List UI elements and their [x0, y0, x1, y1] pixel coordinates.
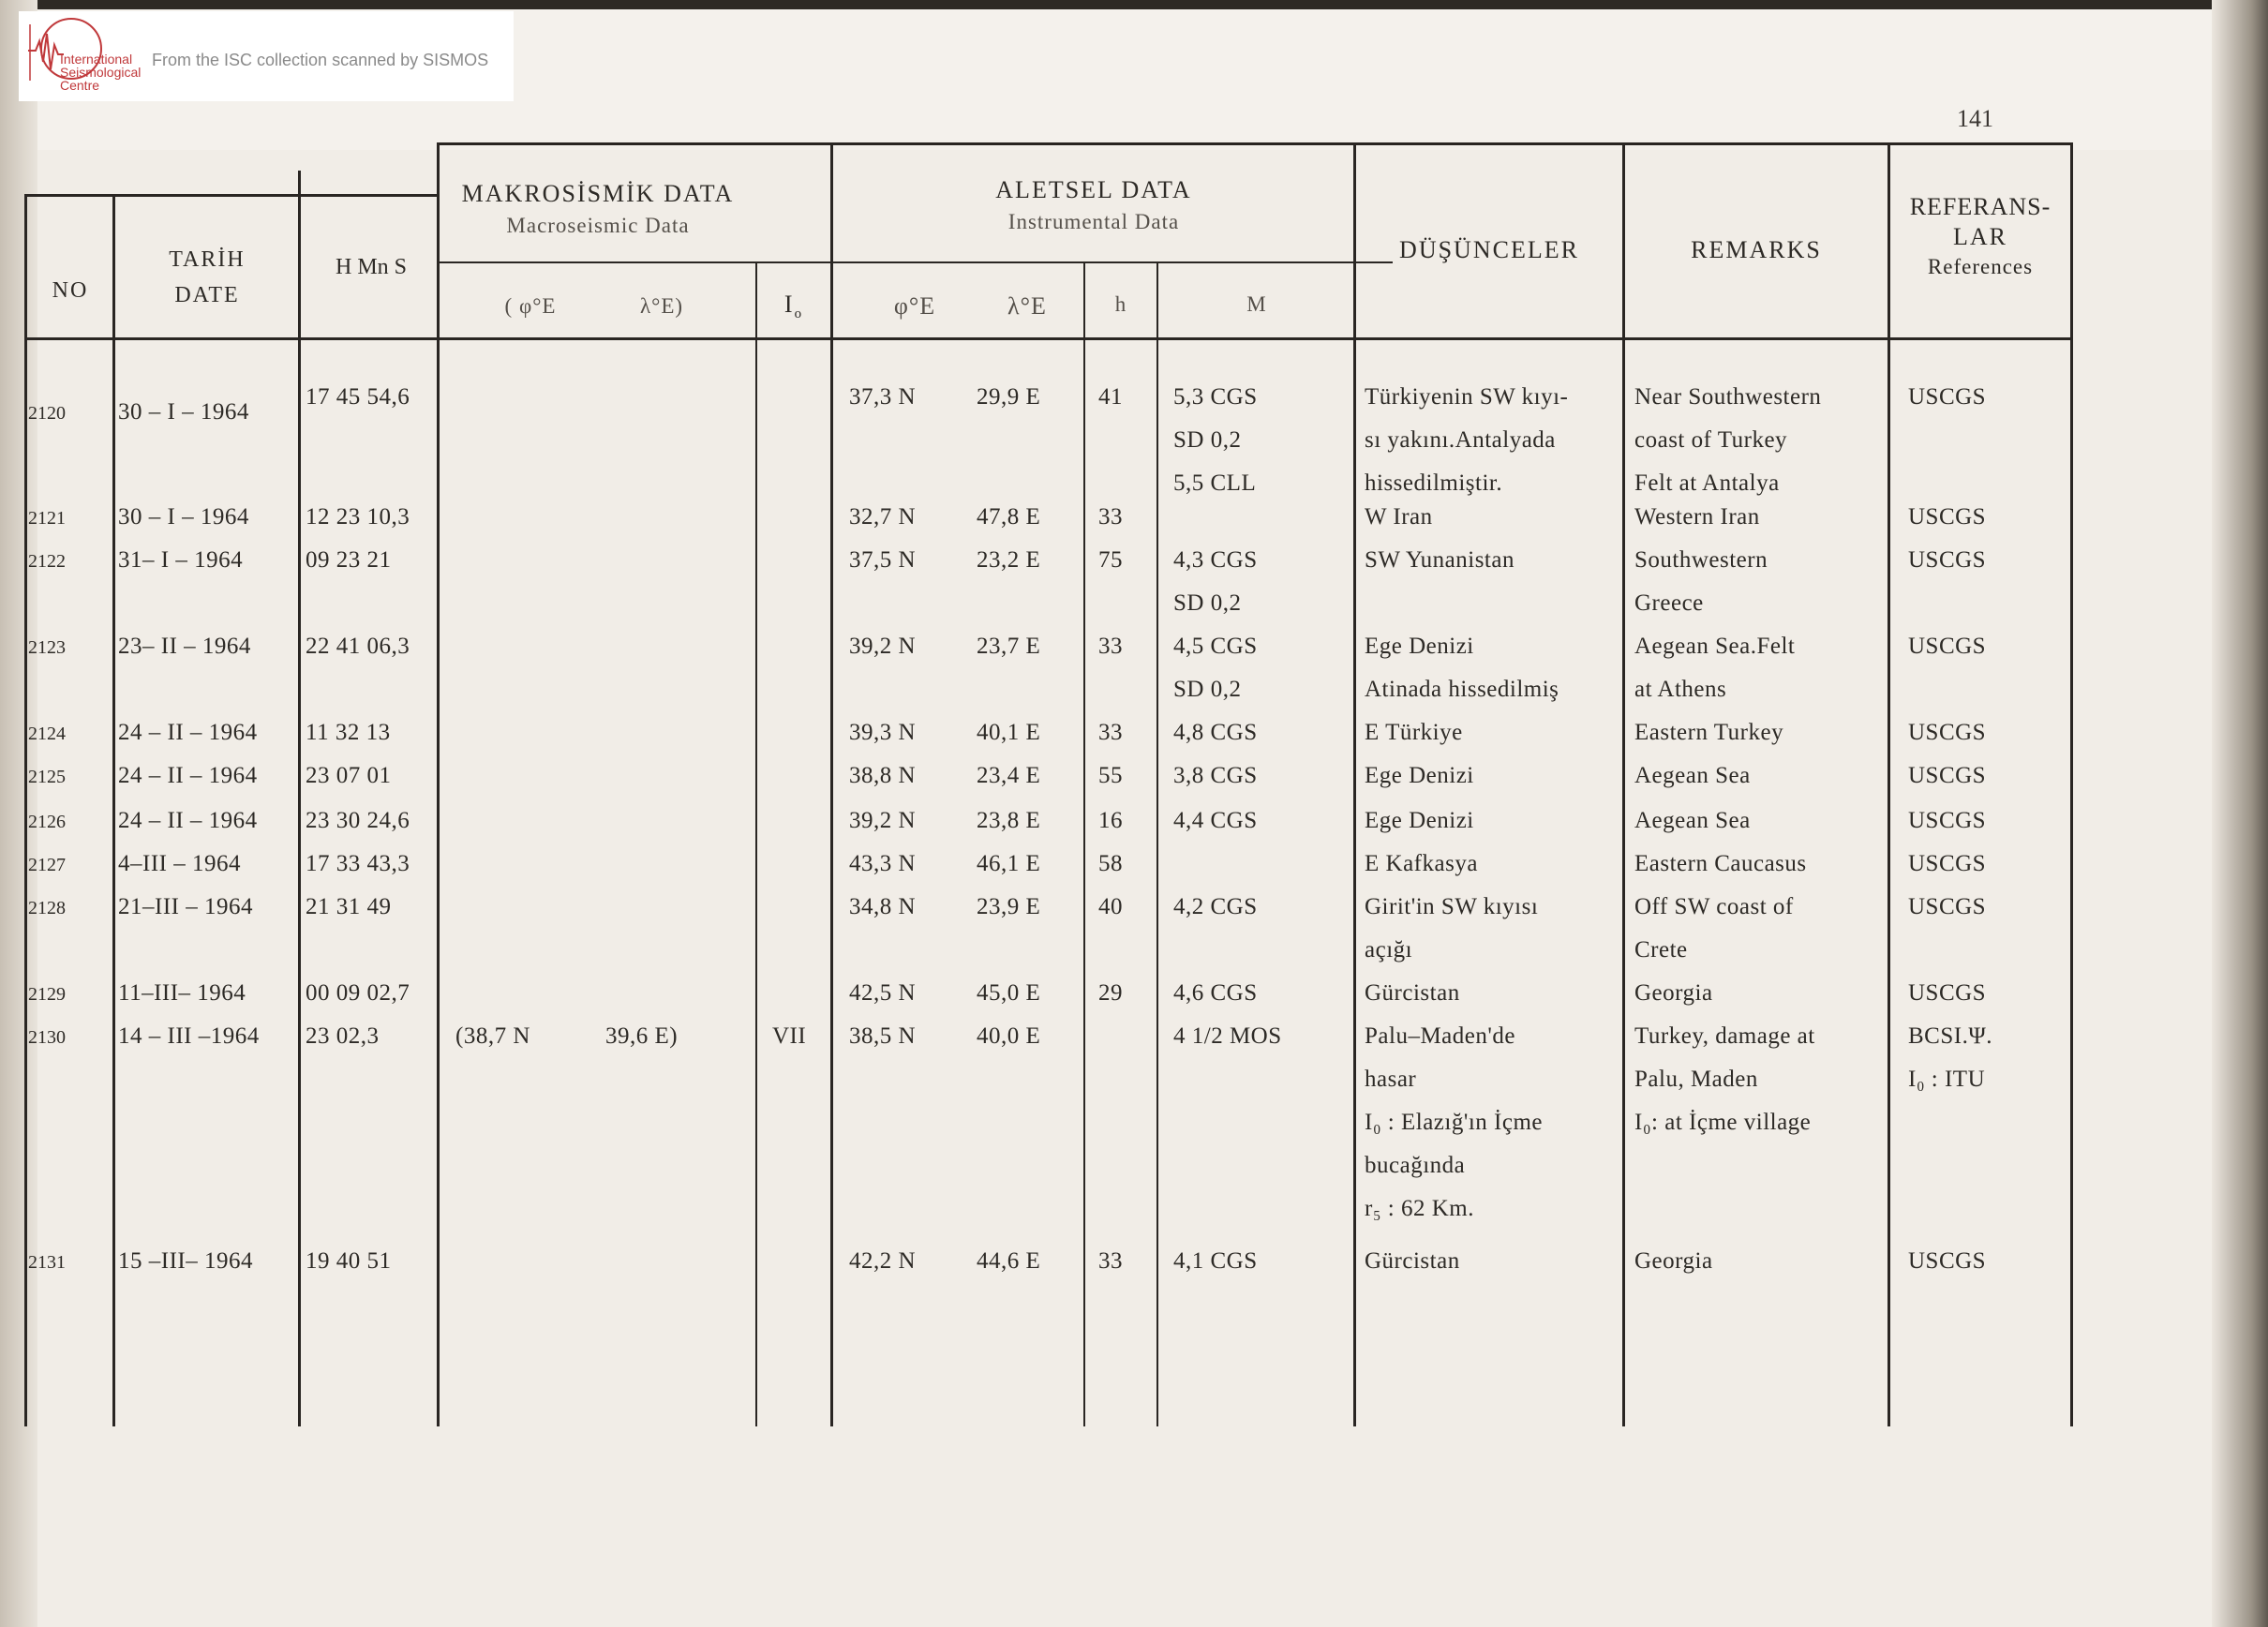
row-lat: 38,5 N [849, 1023, 917, 1049]
row-reference: USCGS [1908, 384, 1987, 410]
row-time: 19 40 51 [306, 1248, 392, 1274]
row-dusunceler: Gürcistan [1365, 1248, 1460, 1274]
header-refs-2: LAR [1953, 223, 2007, 250]
row-lon: 23,9 E [977, 894, 1041, 919]
row-remarks: Felt at Antalya [1634, 470, 1780, 496]
row-number: 2130 [28, 1027, 66, 1048]
row-lon: 44,6 E [977, 1248, 1041, 1274]
row-remarks: Turkey, damage at [1634, 1023, 1815, 1049]
row-reference: USCGS [1908, 894, 1987, 919]
row-date: 24 – II – 1964 [118, 763, 258, 788]
row-depth: 33 [1098, 720, 1123, 745]
row-number: 2129 [28, 984, 66, 1005]
row-time: 23 07 01 [306, 763, 392, 788]
row-reference: USCGS [1908, 808, 1987, 833]
row-lon: 23,8 E [977, 808, 1041, 833]
earthquake-catalogue-table [24, 142, 2073, 1426]
row-dusunceler: W Iran [1365, 504, 1433, 530]
header-io [758, 291, 829, 322]
row-dusunceler: hissedilmiştir. [1365, 470, 1503, 496]
row-dusunceler: r₅ : 62 Km. [1365, 1196, 1474, 1221]
row-reference: USCGS [1908, 547, 1987, 573]
col-rule [1156, 261, 1158, 1426]
col-rule [298, 171, 301, 1426]
row-macro-lat: (38,7 N [455, 1023, 530, 1049]
row-number: 2125 [28, 767, 66, 787]
row-magnitude: 3,8 CGS [1173, 763, 1258, 788]
row-date: 24 – II – 1964 [118, 808, 258, 833]
row-number: 2123 [28, 637, 66, 658]
row-time: 00 09 02,7 [306, 980, 410, 1006]
row-depth: 29 [1098, 980, 1123, 1006]
row-reference: USCGS [1908, 763, 1987, 788]
row-reference: I₀ : ITU [1908, 1067, 1986, 1092]
scan-edge-shadow [2212, 0, 2268, 1627]
header-sub-rule [437, 261, 1393, 263]
header-refs-3: References [1927, 255, 2034, 278]
col-rule [1888, 142, 1890, 1426]
row-depth: 33 [1098, 504, 1123, 530]
row-depth: 33 [1098, 1248, 1123, 1274]
row-magnitude: 4,6 CGS [1173, 980, 1258, 1006]
row-lon: 46,1 E [977, 851, 1041, 876]
row-number: 2122 [28, 551, 66, 572]
row-lat: 39,2 N [849, 808, 917, 833]
row-lon: 23,2 E [977, 547, 1041, 573]
row-lat: 38,8 N [849, 763, 917, 788]
row-remarks: Near Southwestern [1634, 384, 1822, 410]
header-magnitude: M [1246, 292, 1267, 316]
header-macro-lat: ( φ°E [504, 294, 557, 318]
header-instr-sub: Instrumental Data [1007, 210, 1180, 233]
header-lat: φ°E [893, 292, 936, 320]
row-date: 24 – II – 1964 [118, 720, 258, 745]
row-depth: 16 [1098, 808, 1123, 833]
col-rule [112, 194, 115, 1426]
row-remarks: Georgia [1634, 1248, 1713, 1274]
table-top-rule-left [24, 194, 437, 197]
header-instr-title: ALETSEL DATA [995, 176, 1192, 203]
row-time: 21 31 49 [306, 894, 392, 919]
row-dusunceler: Ege Denizi [1365, 763, 1474, 788]
header-date-tr: TARİH [169, 247, 246, 272]
scan-edge [0, 0, 2268, 9]
row-time: 17 45 54,6 [306, 384, 410, 410]
header-lon: λ°E [1007, 292, 1047, 320]
col-rule [24, 194, 27, 1426]
row-reference: BCSI.Ψ. [1908, 1023, 1993, 1049]
isc-banner [19, 11, 514, 101]
row-magnitude: 4,2 CGS [1173, 894, 1258, 919]
row-lon: 29,9 E [977, 384, 1041, 410]
page-number: 141 [1957, 105, 1993, 132]
row-remarks: Aegean Sea [1634, 763, 1751, 788]
row-reference: USCGS [1908, 634, 1987, 659]
col-rule [2070, 142, 2073, 1426]
row-dusunceler: bucağında [1365, 1153, 1466, 1178]
row-dusunceler: sı yakını.Antalyada [1365, 427, 1556, 453]
row-magnitude: 5,5 CLL [1173, 470, 1257, 496]
row-dusunceler: hasar [1365, 1067, 1417, 1092]
header-remarks: REMARKS [1691, 236, 1822, 263]
row-date: 30 – I – 1964 [118, 504, 249, 530]
row-magnitude: 4,4 CGS [1173, 808, 1258, 833]
row-date: 14 – III –1964 [118, 1023, 260, 1049]
row-number: 2131 [28, 1252, 66, 1273]
header-macro-sub: Macroseismic Data [506, 214, 690, 237]
row-number: 2128 [28, 898, 66, 918]
row-number: 2124 [28, 724, 66, 744]
row-remarks: at Athens [1634, 677, 1727, 702]
row-magnitude: 4,3 CGS [1173, 547, 1258, 573]
row-lon: 40,1 E [977, 720, 1041, 745]
row-io: VII [772, 1023, 807, 1049]
row-reference: USCGS [1908, 720, 1987, 745]
row-reference: USCGS [1908, 851, 1987, 876]
row-date: 11–III– 1964 [118, 980, 246, 1006]
isc-caption: From the ISC collection scanned by SISMOS [152, 51, 489, 69]
col-rule [437, 142, 440, 1426]
row-lat: 42,2 N [849, 1248, 917, 1274]
col-rule [1353, 142, 1356, 1426]
row-date: 21–III – 1964 [118, 894, 253, 919]
row-number: 2126 [28, 812, 66, 832]
row-magnitude: 5,3 CGS [1173, 384, 1258, 410]
header-time: H Mn S [335, 255, 408, 279]
row-magnitude: 4,1 CGS [1173, 1248, 1258, 1274]
header-dusunceler: DÜŞÜNCELER [1399, 236, 1579, 263]
row-reference: USCGS [1908, 1248, 1987, 1274]
row-time: 17 33 43,3 [306, 851, 410, 876]
row-date: 30 – I – 1964 [118, 399, 249, 425]
header-macro-lon: λ°E) [639, 294, 684, 318]
row-lat: 34,8 N [849, 894, 917, 919]
table-top-rule [437, 142, 2073, 145]
row-time: 09 23 21 [306, 547, 392, 573]
row-remarks: coast of Turkey [1634, 427, 1788, 453]
row-macro-lon: 39,6 E) [605, 1023, 679, 1049]
row-magnitude: SD 0,2 [1173, 677, 1242, 702]
row-dusunceler: Girit'in SW kıyısı [1365, 894, 1539, 919]
row-date: 15 –III– 1964 [118, 1248, 253, 1274]
row-magnitude: 4,5 CGS [1173, 634, 1258, 659]
row-remarks: I₀: at İçme village [1634, 1110, 1812, 1135]
row-magnitude: SD 0,2 [1173, 590, 1242, 616]
row-dusunceler: Palu–Maden'de [1365, 1023, 1515, 1049]
row-remarks: Aegean Sea [1634, 808, 1751, 833]
row-time: 23 30 24,6 [306, 808, 410, 833]
row-dusunceler: Atinada hissedilmiş [1365, 677, 1559, 702]
row-dusunceler: açığı [1365, 937, 1413, 963]
row-depth: 41 [1098, 384, 1123, 410]
row-dusunceler: SW Yunanistan [1365, 547, 1514, 573]
row-number: 2127 [28, 855, 66, 875]
header-refs-1: REFERANS- [1909, 193, 2052, 220]
header-bottom-rule [24, 337, 2073, 340]
row-dusunceler: Türkiyenin SW kıyı- [1365, 384, 1569, 410]
row-lat: 42,5 N [849, 980, 917, 1006]
row-dusunceler: I₀ : Elazığ'ın İçme [1365, 1110, 1544, 1135]
row-lon: 23,4 E [977, 763, 1041, 788]
row-lat: 37,3 N [849, 384, 917, 410]
row-lat: 43,3 N [849, 851, 917, 876]
logo-line: Centre [60, 78, 100, 93]
row-depth: 40 [1098, 894, 1123, 919]
row-remarks: Off SW coast of [1634, 894, 1794, 919]
row-remarks: Eastern Turkey [1634, 720, 1784, 745]
row-remarks: Greece [1634, 590, 1704, 616]
row-remarks: Palu, Maden [1634, 1067, 1758, 1092]
header-depth: h [1114, 292, 1127, 316]
row-magnitude: SD 0,2 [1173, 427, 1242, 453]
row-number: 2120 [28, 403, 66, 424]
row-time: 23 02,3 [306, 1023, 380, 1049]
row-dusunceler: E Türkiye [1365, 720, 1463, 745]
row-remarks: Southwestern [1634, 547, 1768, 573]
row-remarks: Eastern Caucasus [1634, 851, 1807, 876]
logo-line: Seismological [60, 65, 142, 80]
row-time: 22 41 06,3 [306, 634, 410, 659]
col-rule [1083, 261, 1085, 1426]
row-lon: 40,0 E [977, 1023, 1041, 1049]
row-lat: 32,7 N [849, 504, 917, 530]
row-remarks: Georgia [1634, 980, 1713, 1006]
row-reference: USCGS [1908, 504, 1987, 530]
col-rule [830, 142, 833, 1426]
logo-line: International [60, 52, 133, 67]
row-time: 12 23 10,3 [306, 504, 410, 530]
row-lon: 47,8 E [977, 504, 1041, 530]
row-depth: 55 [1098, 763, 1123, 788]
row-magnitude: 4 1/2 MOS [1173, 1023, 1282, 1049]
row-remarks: Crete [1634, 937, 1688, 963]
row-depth: 33 [1098, 634, 1123, 659]
row-remarks: Western Iran [1634, 504, 1760, 530]
row-lon: 45,0 E [977, 980, 1041, 1006]
row-dusunceler: Ege Denizi [1365, 634, 1474, 659]
row-lon: 23,7 E [977, 634, 1041, 659]
row-number: 2121 [28, 508, 66, 529]
row-dusunceler: Ege Denizi [1365, 808, 1474, 833]
col-rule [755, 261, 757, 1426]
header-macro-title: MAKROSİSMİK DATA [461, 180, 735, 207]
row-date: 23– II – 1964 [118, 634, 251, 659]
row-depth: 58 [1098, 851, 1123, 876]
row-time: 11 32 13 [306, 720, 391, 745]
isc-logo-text [60, 52, 141, 92]
row-dusunceler: Gürcistan [1365, 980, 1460, 1006]
row-depth: 75 [1098, 547, 1123, 573]
header-io-main: I [783, 291, 795, 318]
row-lat: 37,5 N [849, 547, 917, 573]
row-remarks: Aegean Sea.Felt [1634, 634, 1796, 659]
col-rule [1622, 142, 1625, 1426]
row-lat: 39,3 N [849, 720, 917, 745]
row-dusunceler: E Kafkasya [1365, 851, 1478, 876]
row-lat: 39,2 N [849, 634, 917, 659]
row-magnitude: 4,8 CGS [1173, 720, 1258, 745]
header-no: NO [52, 278, 89, 303]
row-reference: USCGS [1908, 980, 1987, 1006]
row-date: 31– I – 1964 [118, 547, 244, 573]
header-io-sub: o [794, 306, 804, 322]
row-date: 4–III – 1964 [118, 851, 241, 876]
header-date-en: DATE [174, 283, 240, 307]
